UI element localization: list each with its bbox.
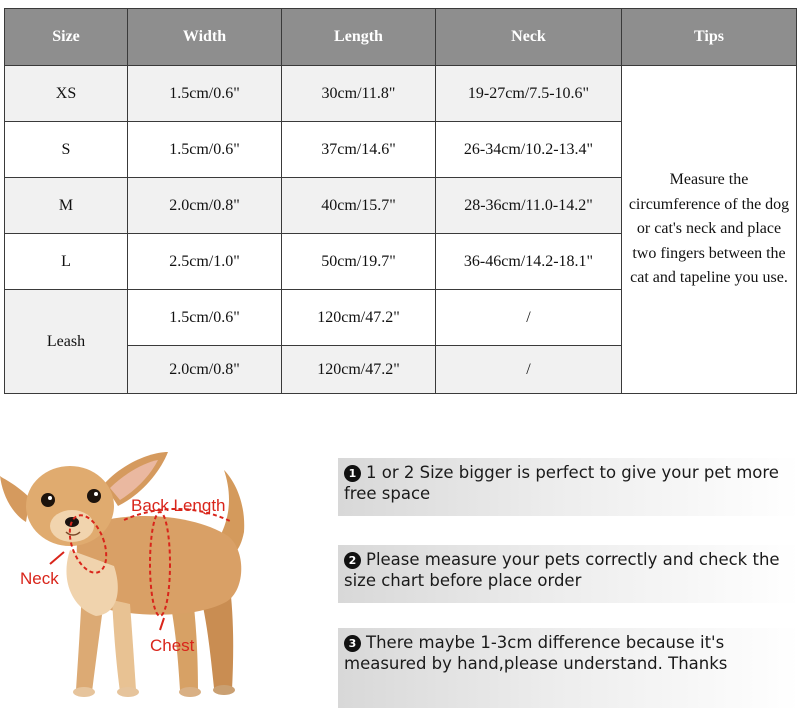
tip-number-badge: 2	[344, 552, 361, 569]
tips-cell: Measure the circumference of the dog or cat's neck and place two fingers between the cat and tapeline you use.	[622, 66, 797, 394]
tip-text: Please measure your pets correctly and check the size chart before place order	[344, 550, 780, 590]
size-cell: L	[5, 234, 128, 290]
length-cell: 50cm/19.7"	[282, 234, 436, 290]
neck-cell: /	[436, 290, 622, 346]
neck-cell: 26-34cm/10.2-13.4"	[436, 122, 622, 178]
tip-item	[338, 628, 800, 708]
header-neck: Neck	[436, 9, 622, 66]
neck-cell: 28-36cm/11.0-14.2"	[436, 178, 622, 234]
tip-number-badge: 1	[344, 465, 361, 482]
header-tips: Tips	[622, 9, 797, 66]
length-cell: 37cm/14.6"	[282, 122, 436, 178]
neck-cell: 19-27cm/7.5-10.6"	[436, 66, 622, 122]
length-cell: 40cm/15.7"	[282, 178, 436, 234]
neck-cell: 36-46cm/14.2-18.1"	[436, 234, 622, 290]
width-cell: 1.5cm/0.6"	[128, 66, 282, 122]
size-chart-table	[4, 8, 797, 394]
width-cell: 2.5cm/1.0"	[128, 234, 282, 290]
table-header-row	[5, 9, 797, 66]
width-cell: 1.5cm/0.6"	[128, 122, 282, 178]
size-cell: XS	[5, 66, 128, 122]
header-length: Length	[282, 9, 436, 66]
table-row	[5, 66, 797, 122]
header-width: Width	[128, 9, 282, 66]
width-cell: 2.0cm/0.8"	[128, 178, 282, 234]
tip-item	[338, 458, 800, 516]
width-cell: 1.5cm/0.6"	[128, 290, 282, 346]
tip-item	[338, 545, 800, 603]
chest-label: Chest	[150, 636, 195, 655]
tip-number-badge: 3	[344, 635, 361, 652]
neck-cell: /	[436, 346, 622, 394]
back-length-label: Back Length	[131, 496, 226, 515]
size-cell: M	[5, 178, 128, 234]
width-cell: 2.0cm/0.8"	[128, 346, 282, 394]
tip-text: There maybe 1-3cm difference because it's measured by hand,please understand. Thanks	[344, 633, 728, 673]
header-size: Size	[5, 9, 128, 66]
length-cell: 120cm/47.2"	[282, 290, 436, 346]
size-cell: S	[5, 122, 128, 178]
length-cell: 30cm/11.8"	[282, 66, 436, 122]
leash-label-cell: Leash	[5, 290, 128, 394]
tip-text: 1 or 2 Size bigger is perfect to give your pet more free space	[344, 463, 779, 503]
length-cell: 120cm/47.2"	[282, 346, 436, 394]
neck-label: Neck	[20, 569, 59, 588]
